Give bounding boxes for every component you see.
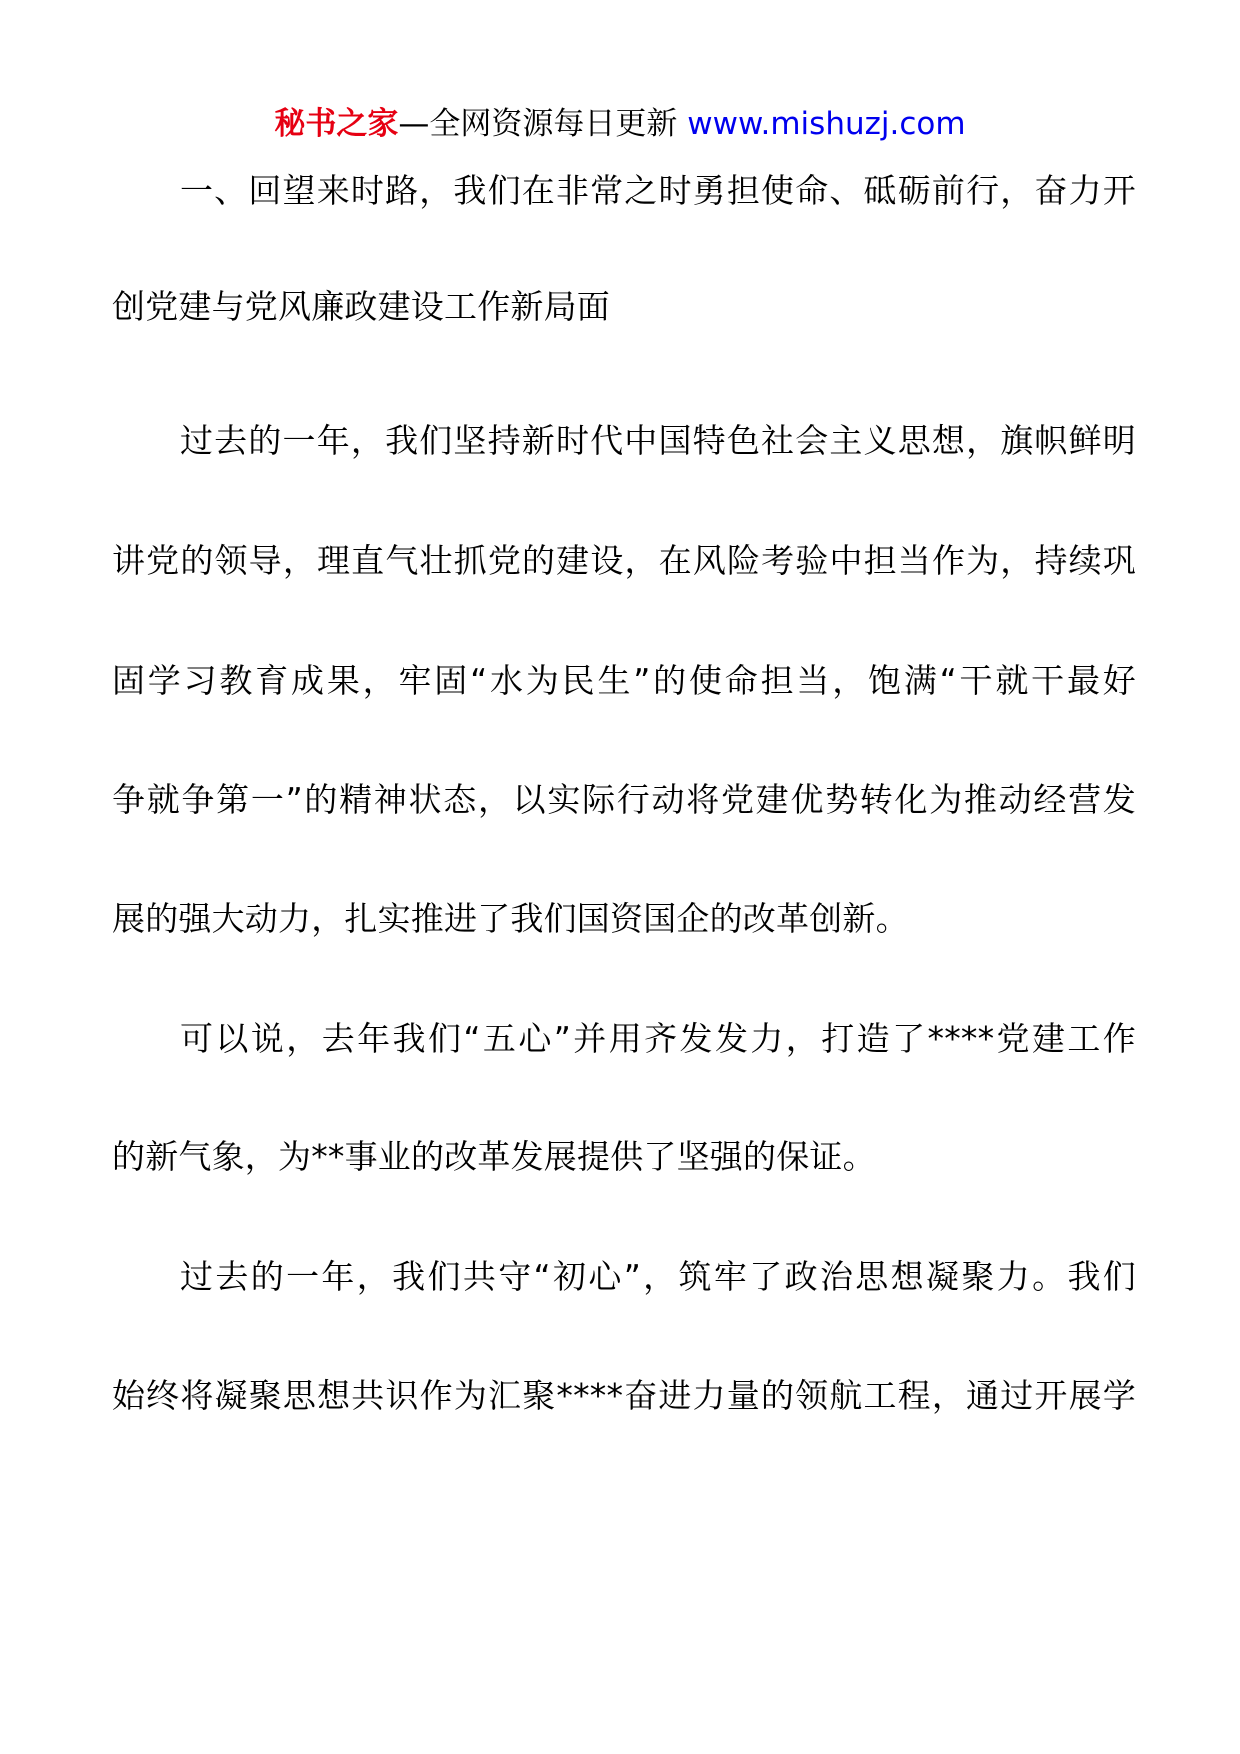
- section-heading-line-2: 创党建与党风廉政建设工作新局面: [112, 287, 610, 326]
- paragraph-line: 过去的一年，我们共守“初心”，筑牢了政治思想凝聚力。我们: [180, 1257, 1136, 1296]
- paragraph-line: 展的强大动力，扎实推进了我们国资国企的改革创新。: [112, 899, 909, 938]
- brand-name: 秘书之家: [274, 106, 399, 142]
- paragraph-line: 固学习教育成果，牢固“水为民生”的使命担当，饱满“干就干最好: [112, 661, 1136, 700]
- paragraph-line: 始终将凝聚思想共识作为汇聚****奋进力量的领航工程，通过开展学: [112, 1376, 1136, 1415]
- website-link[interactable]: www.mishuzj.com: [687, 106, 966, 142]
- paragraph-line: 争就争第一”的精神状态，以实际行动将党建优势转化为推动经营发: [112, 780, 1136, 819]
- section-heading-line-1: 一、回望来时路，我们在非常之时勇担使命、砥砺前行，奋力开: [180, 171, 1136, 210]
- paragraph-line: 的新气象，为**事业的改革发展提供了坚强的保证。: [112, 1137, 876, 1176]
- page-header: [0, 102, 1240, 146]
- paragraph-line: 讲党的领导，理直气壮抓党的建设，在风险考验中担当作为，持续巩: [112, 541, 1136, 580]
- paragraph-line: 过去的一年，我们坚持新时代中国特色社会主义思想，旗帜鲜明: [180, 421, 1136, 460]
- paragraph-line: 可以说，去年我们“五心”并用齐发发力，打造了****党建工作: [180, 1019, 1136, 1058]
- header-tagline: —全网资源每日更新: [398, 106, 678, 142]
